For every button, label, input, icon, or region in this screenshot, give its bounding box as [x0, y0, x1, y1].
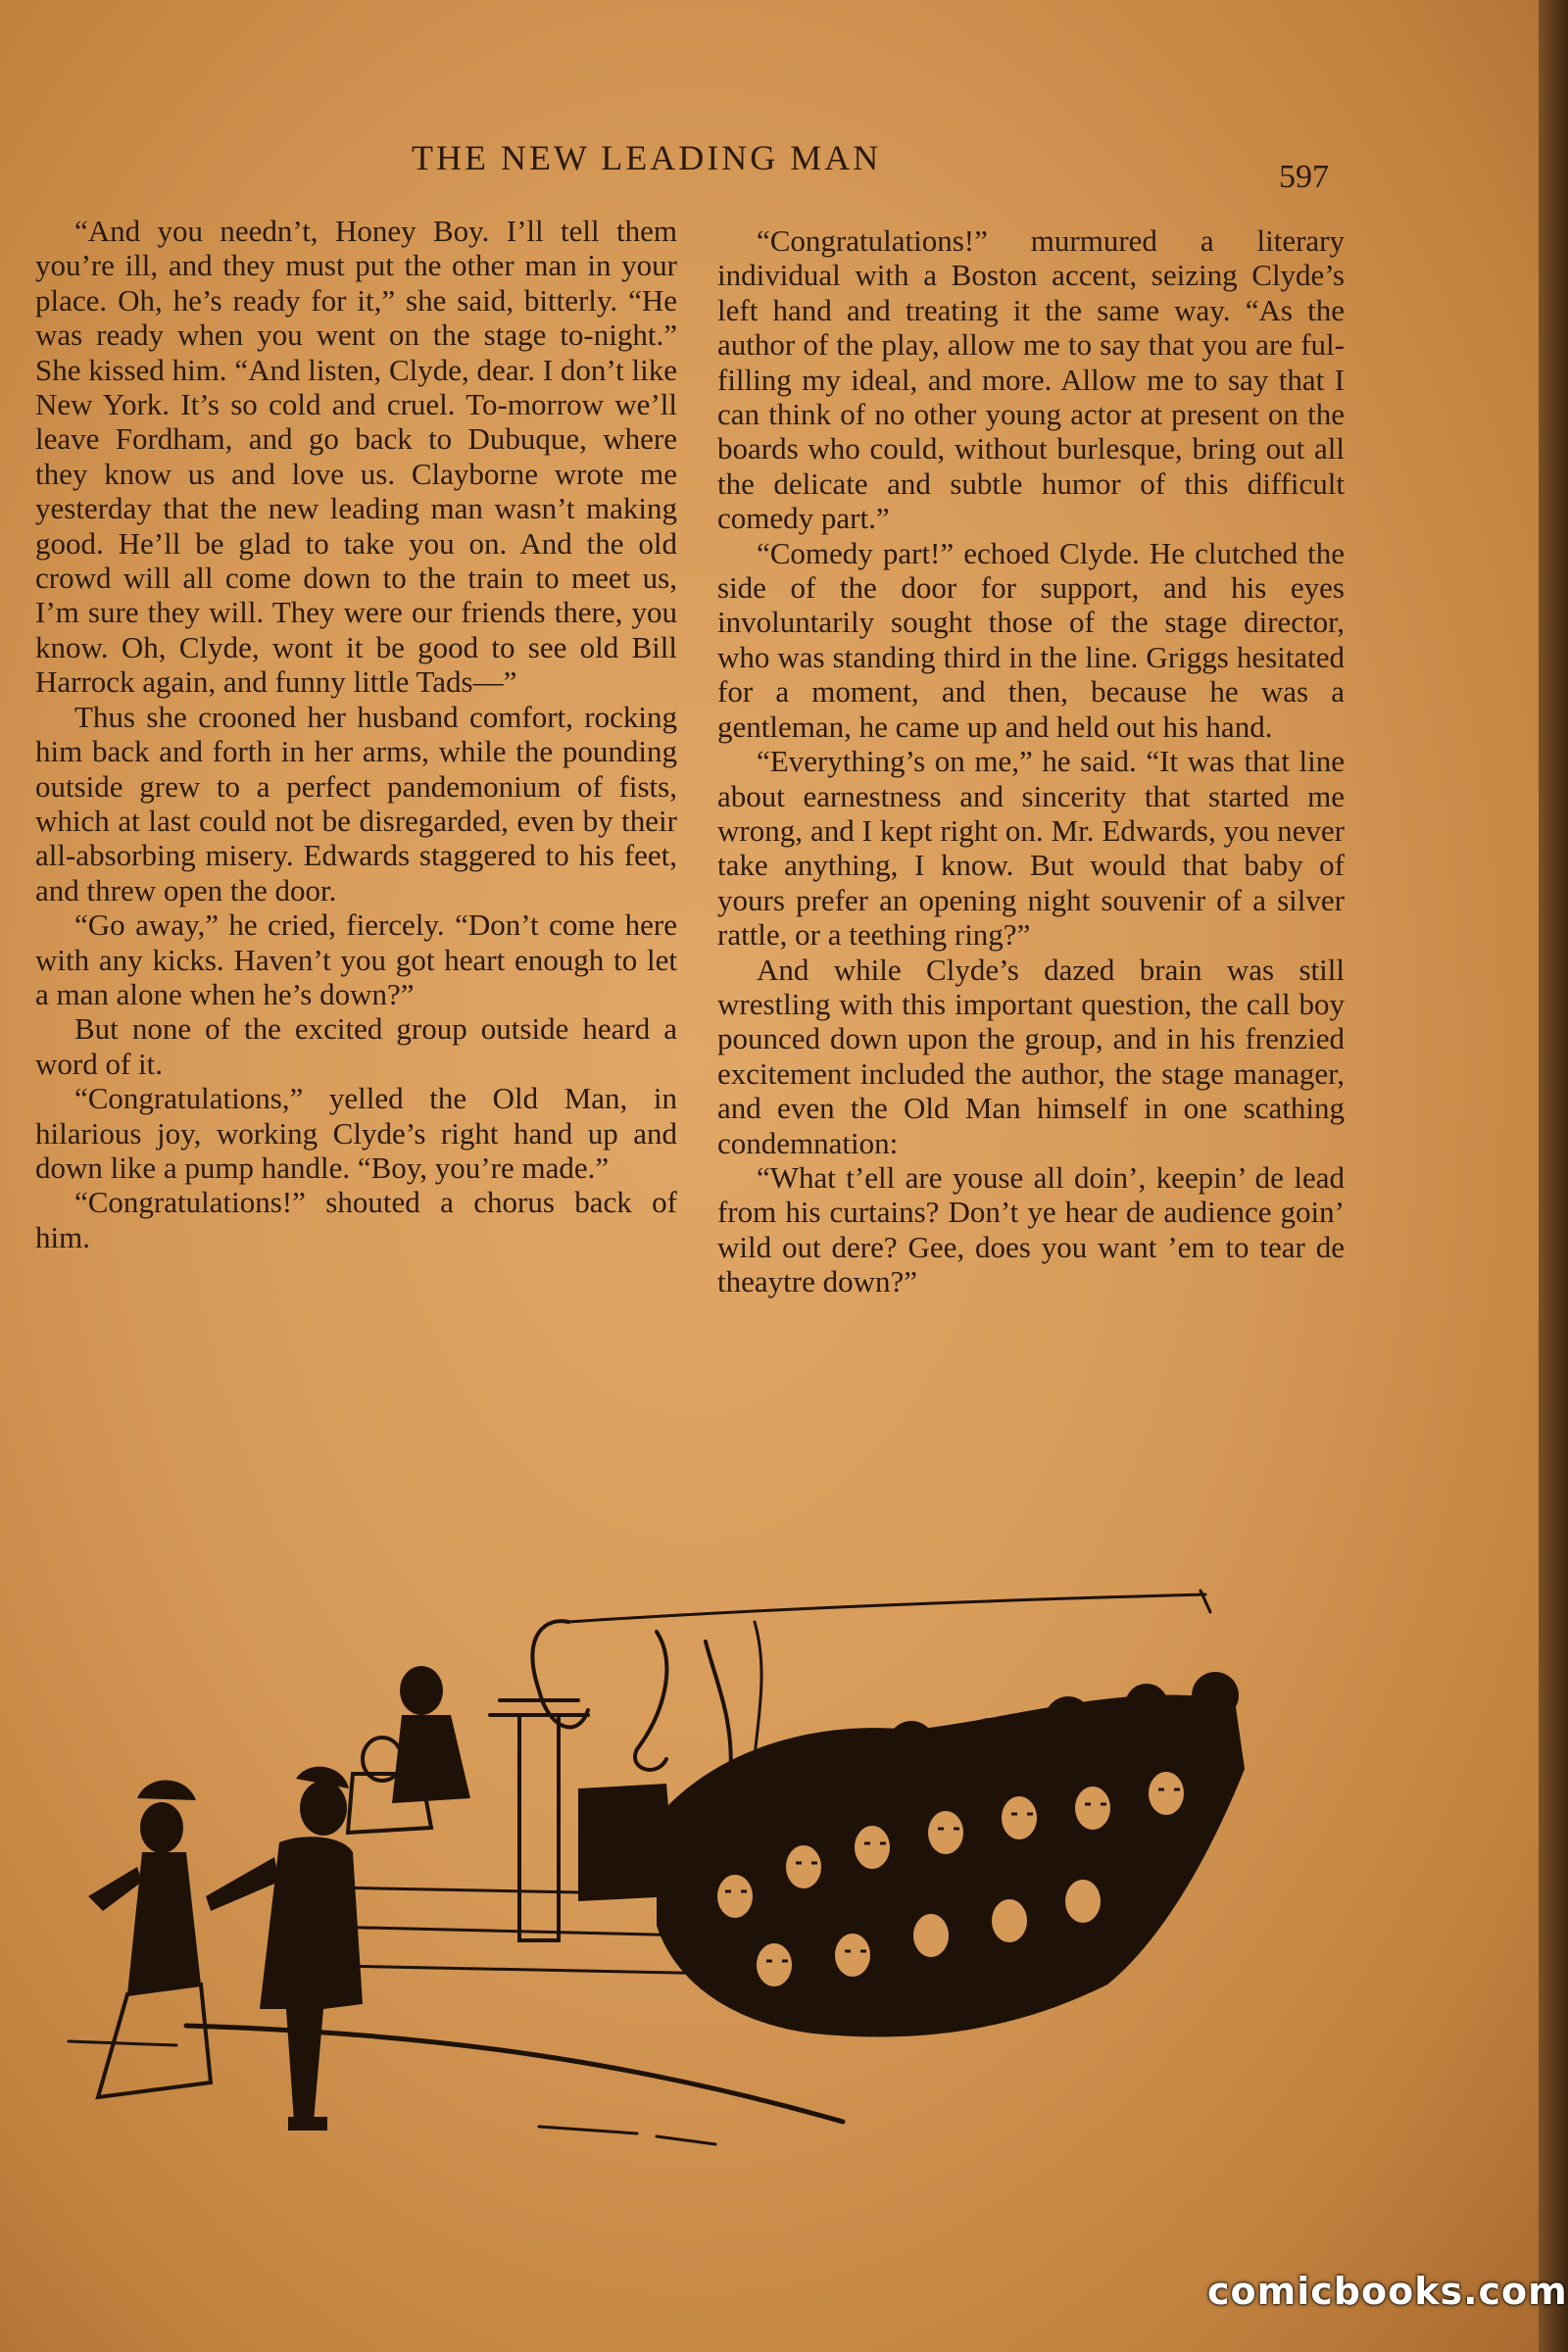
stage-crowd-illustration [29, 1573, 1372, 2171]
paragraph: “Go away,” he cried, fiercely. “Don’t come here with any kicks. Haven’t you got heart enough to let a man alone when he’s down?” [35, 907, 677, 1011]
right-text-column [717, 223, 1345, 1299]
page-number: 597 [1279, 159, 1329, 195]
running-title: THE NEW LEADING MAN [412, 138, 882, 177]
left-text-column [35, 214, 677, 1254]
book-spine-edge [1539, 0, 1568, 2352]
paragraph: “Congratulations!” murmured a literary individual with a Boston accent, seizing Clyde’s left hand and treating it the same way. “As the author of the play, allow me to say that you are fulfilling my ideal, and more. Allow me to say that I can think of no other young actor at present on the boards who could, without burlesque, bring out all the delicate and subtle humor of this difficult comedy part.” [717, 223, 1345, 536]
paragraph: But none of the excited group outside heard a word of it. [35, 1011, 677, 1081]
paragraph: And while Clyde’s dazed brain was still wrestling with this important question, the call boy pounced down upon the group, and in his frenzied excitement included the author, the stage manager, and even the Old Man himself in one scathing condemnation: [717, 952, 1345, 1160]
paragraph: “Everything’s on me,” he said. “It was that line about earnestness and sincerity that started me wrong, and I kept right on. Mr. Edwards, you never take anything, I know. But would that baby of yours prefer an opening night souvenir of a silver rattle, or a teething ring?” [717, 744, 1345, 953]
paragraph: “Comedy part!” echoed Clyde. He clutched the side of the door for support, and his eyes involuntarily sought those of the stage director, who was standing third in the line. Griggs hesitated for a moment, and then, because he was a gentleman, he came up and held out his hand. [717, 535, 1345, 744]
paragraph: Thus she crooned her husband comfort, rocking him back and forth in her arms, while the pounding outside grew to a perfect pandemonium of fists, which at last could not be disregarded, even by their all-absorbing misery. Edwards staggered to his feet, and threw open the door. [35, 699, 677, 907]
running-header [0, 137, 1539, 195]
paragraph: “What t’ell are youse all doin’, keepin’ de lead from his curtains? Don’t ye hear de audience goin’ wild out dere? Gee, does you want ’em to tear de theaytre down?” [717, 1159, 1345, 1299]
watermark: comicbooks.com [1207, 2270, 1568, 2313]
paragraph: “And you needn’t, Honey Boy. I’ll tell them you’re ill, and they must put the other man in your place. Oh, he’s ready for it,” she said, bitterly. “He was ready when you went on the stage to-night.” She kissed him. “And listen, Clyde, dear. I don’t like New York. It’s so cold and cruel. To-morrow we’ll leave Fordham, and go back to Dubuque, where they know us and love us. Clayborne wrote me yesterday that the new leading man wasn’t making good. He’ll be glad to take you on. And the old crowd will all come down to the train to meet us, I’m sure they will. They were our friends there, you know. Oh, Clyde, wont it be good to see old Bill Harrock again, and funny little Tads—” [35, 214, 677, 700]
paragraph: “Congratulations,” yelled the Old Man, in hilarious joy, working Clyde’s right hand up and down like a pump handle. “Boy, you’re made.” [35, 1081, 677, 1185]
paragraph: “Congratulations!” shouted a chorus back of him. [35, 1185, 677, 1254]
